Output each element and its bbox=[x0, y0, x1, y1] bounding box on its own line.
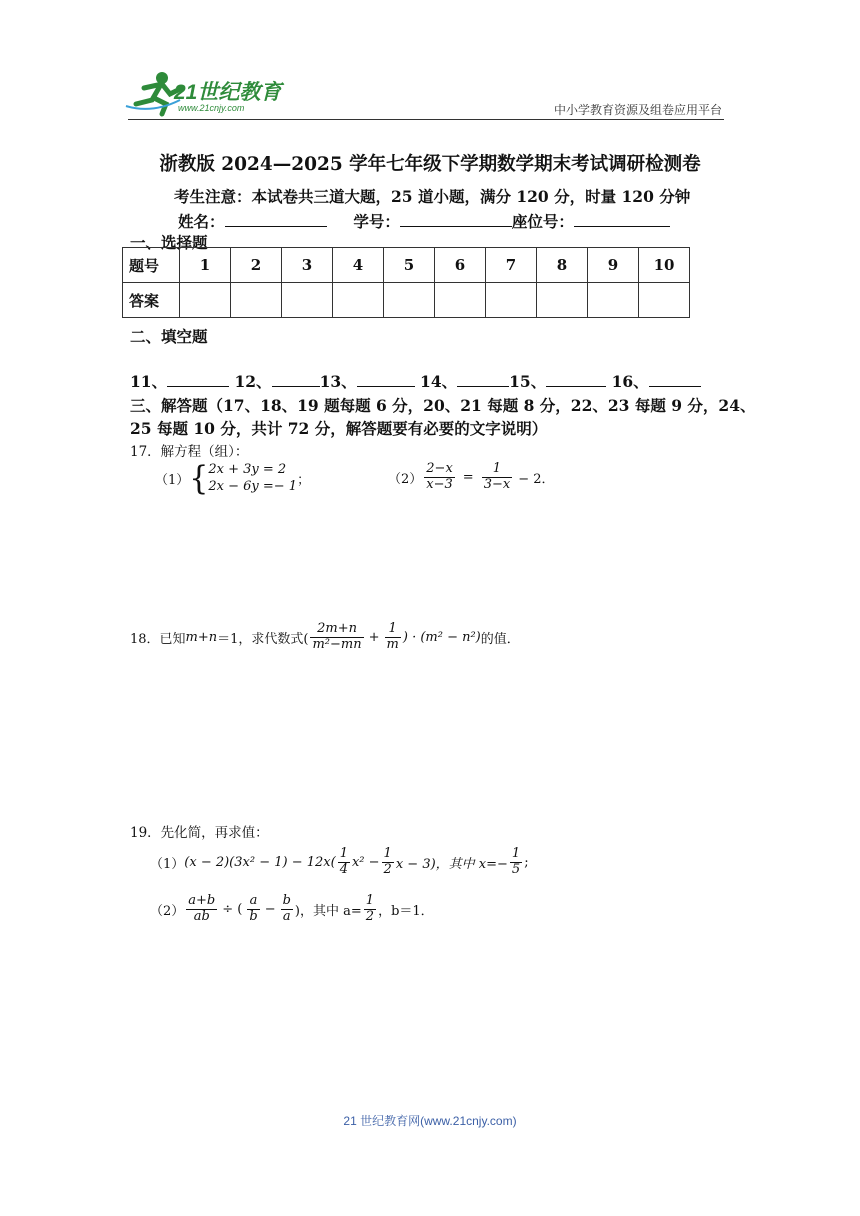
denominator: a bbox=[282, 908, 291, 924]
minus-sign: − bbox=[264, 901, 276, 917]
footer-link[interactable]: 21 世纪教育网(www.21cnjy.com) bbox=[343, 1114, 517, 1128]
fraction bbox=[247, 894, 259, 925]
expression-tail: − 2． bbox=[518, 471, 555, 487]
divide-expression: ÷ ( bbox=[222, 901, 243, 917]
fraction bbox=[364, 894, 376, 925]
fraction bbox=[382, 847, 394, 878]
numerator: 2−x bbox=[426, 461, 453, 476]
answer-cell[interactable] bbox=[537, 283, 588, 318]
student-info-row bbox=[178, 210, 670, 232]
question-number-cell: 6 bbox=[435, 248, 486, 283]
answer-cell[interactable] bbox=[588, 283, 639, 318]
condition-tail: ，b＝1． bbox=[378, 903, 434, 919]
row-header-number: 题号 bbox=[123, 248, 180, 283]
denominator: 2 bbox=[383, 861, 392, 877]
blank-label: 14、 bbox=[420, 372, 458, 391]
numerator: 1 bbox=[482, 462, 513, 478]
answer-cell[interactable] bbox=[180, 283, 231, 318]
fraction bbox=[385, 622, 401, 653]
condition-text: ＝1，求代数式( bbox=[217, 631, 309, 647]
numerator: a bbox=[247, 894, 259, 910]
question-number-cell: 4 bbox=[333, 248, 384, 283]
logo-text: 21世纪教育 bbox=[174, 81, 282, 104]
blank-label: 12、 bbox=[234, 372, 272, 391]
part-label: （2） bbox=[150, 903, 185, 919]
platform-label: 中小学教育资源及组卷应用平台 bbox=[553, 103, 722, 117]
blank-label: 15、 bbox=[509, 372, 547, 391]
exam-title: 浙教版 2024—2025 学年七年级下学期数学期末考试调研检测卷 bbox=[159, 154, 701, 175]
question-19-stem: 19．先化简，再求值： bbox=[130, 825, 269, 841]
table-row-answers bbox=[123, 283, 690, 318]
condition-text: )，其中 a= bbox=[294, 903, 362, 919]
denominator: x−3 bbox=[426, 476, 453, 492]
id-field[interactable] bbox=[400, 212, 512, 227]
question-number-cell: 5 bbox=[384, 248, 435, 283]
answer-cell[interactable] bbox=[435, 283, 486, 318]
equation-1: 2x + 3y = 2 bbox=[208, 462, 287, 477]
part-label: （1） bbox=[155, 473, 190, 489]
seat-label: 座位号： bbox=[511, 212, 574, 231]
part-end: ； bbox=[297, 473, 311, 489]
fraction bbox=[510, 847, 522, 878]
name-field[interactable] bbox=[225, 212, 327, 227]
question-prefix: 18．已知 bbox=[130, 631, 186, 647]
question-number-cell: 3 bbox=[282, 248, 333, 283]
question-number-cell: 2 bbox=[231, 248, 282, 283]
blank-line[interactable] bbox=[167, 372, 229, 387]
numerator: 1 bbox=[383, 846, 392, 861]
numerator: b bbox=[282, 893, 291, 908]
blank-label: 16、 bbox=[611, 372, 649, 391]
question-17-part-2 bbox=[388, 462, 554, 493]
part-end: ; bbox=[524, 854, 529, 870]
denominator: 4 bbox=[339, 861, 348, 877]
fraction bbox=[482, 462, 513, 493]
expression-a: (x − 2)(3x² − 1) − 12x( bbox=[184, 854, 336, 870]
product-expression: ) · (m² − n²) bbox=[402, 629, 481, 645]
answer-cell[interactable] bbox=[282, 283, 333, 318]
section-fill-heading: 二、填空题 bbox=[130, 327, 208, 346]
question-17-stem: 17．解方程（组）： bbox=[130, 444, 249, 460]
brace-icon: { bbox=[189, 459, 209, 498]
blank-line[interactable] bbox=[457, 372, 509, 387]
blank-line[interactable] bbox=[546, 372, 606, 387]
blank-line[interactable] bbox=[357, 372, 415, 387]
question-18 bbox=[130, 622, 520, 653]
denominator: 3−x bbox=[483, 476, 511, 492]
numerator: a+b bbox=[188, 893, 216, 908]
exam-notice: 考生注意：本试卷共三道大题，25 道小题，满分 120 分，时量 120 分钟 bbox=[174, 187, 691, 206]
header-divider bbox=[128, 119, 724, 120]
numerator: 1 bbox=[339, 846, 348, 861]
question-number-cell: 9 bbox=[588, 248, 639, 283]
name-label: 姓名： bbox=[178, 212, 225, 231]
site-logo bbox=[122, 70, 292, 118]
blank-label: 13、 bbox=[319, 372, 357, 391]
seat-field[interactable] bbox=[574, 212, 670, 227]
section-solve-heading-cont: 25 每题 10 分，共计 72 分，解答题要有必要的文字说明） bbox=[130, 419, 548, 438]
answer-cell[interactable] bbox=[639, 283, 690, 318]
answer-cell[interactable] bbox=[333, 283, 384, 318]
question-19-part-2 bbox=[150, 894, 434, 925]
question-19-part-1 bbox=[150, 847, 529, 878]
id-label: 学号： bbox=[353, 212, 400, 231]
answer-cell[interactable] bbox=[231, 283, 282, 318]
denominator: m bbox=[386, 636, 399, 652]
denominator: 5 bbox=[511, 861, 521, 877]
equals-sign: = bbox=[462, 469, 474, 485]
logo-url: www.21cnjy.com bbox=[178, 103, 245, 113]
condition-expression: m+n bbox=[185, 629, 218, 645]
denominator: 2 bbox=[365, 908, 375, 924]
numerator: 2m+n bbox=[310, 622, 363, 638]
fill-blank-row bbox=[130, 370, 701, 392]
question-number-cell: 10 bbox=[639, 248, 690, 283]
table-row-numbers bbox=[123, 248, 690, 283]
answer-cell[interactable] bbox=[486, 283, 537, 318]
fraction bbox=[424, 462, 455, 493]
answer-cell[interactable] bbox=[384, 283, 435, 318]
numerator: 1 bbox=[365, 893, 375, 908]
expression-b: x² − bbox=[351, 854, 380, 870]
plus-sign: + bbox=[368, 629, 380, 645]
blank-line[interactable] bbox=[649, 372, 701, 387]
expression-c: x − 3)，其中 x=− bbox=[395, 856, 508, 872]
row-header-answer: 答案 bbox=[123, 283, 180, 318]
blank-label: 11、 bbox=[130, 372, 168, 391]
answer-table bbox=[122, 247, 690, 318]
question-number-cell: 8 bbox=[537, 248, 588, 283]
part-label: （2） bbox=[388, 471, 423, 487]
denominator: b bbox=[249, 908, 258, 924]
part-label: （1） bbox=[150, 856, 185, 872]
fraction bbox=[281, 894, 293, 925]
section-solve-heading: 三、解答题（17、18、19 题每题 6 分，20、21 每题 8 分，22、23 每题 9 分，24、 bbox=[130, 396, 756, 415]
numerator: 1 bbox=[385, 622, 401, 638]
fraction bbox=[338, 847, 350, 878]
denominator: m²−mn bbox=[312, 636, 362, 652]
question-number-cell: 1 bbox=[180, 248, 231, 283]
blank-line[interactable] bbox=[272, 372, 320, 387]
equation-system bbox=[208, 462, 297, 496]
section-choice-heading: 一、选择题 bbox=[130, 233, 208, 252]
fraction bbox=[186, 894, 217, 925]
equation-2: 2x − 6y =− 1 bbox=[208, 478, 298, 494]
question-suffix: 的值． bbox=[480, 631, 520, 647]
fraction bbox=[310, 622, 363, 653]
question-number-cell: 7 bbox=[486, 248, 537, 283]
question-17-part-1 bbox=[155, 459, 311, 498]
denominator: ab bbox=[193, 908, 210, 924]
numerator: 1 bbox=[511, 846, 521, 861]
